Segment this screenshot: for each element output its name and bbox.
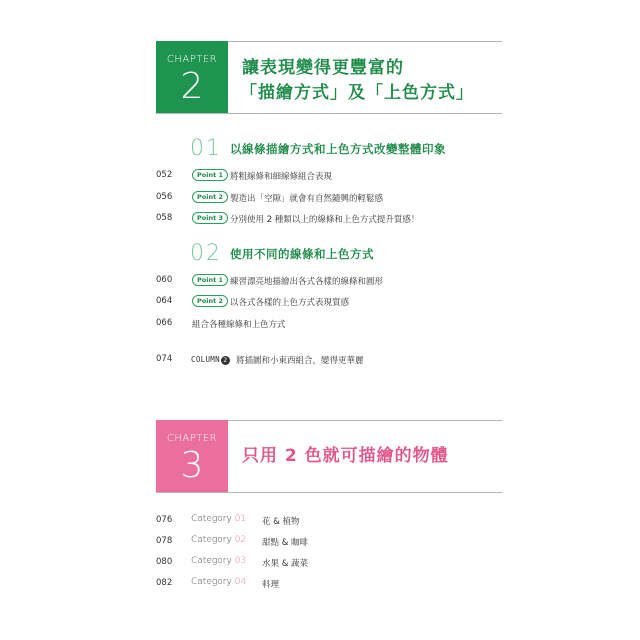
- section1-title: 以線條描繪方式和上色方式改變整體印象: [230, 142, 446, 156]
- chapter2-badge: [156, 41, 228, 113]
- category-label: [191, 535, 246, 545]
- category-number: 03: [234, 556, 247, 566]
- category-number: 04: [234, 577, 247, 587]
- category-word: Category: [191, 577, 232, 587]
- category-label: [191, 514, 246, 524]
- toc-page-number[interactable]: 064: [156, 296, 173, 306]
- toc-entry[interactable]: 組合各種線條和上色方式: [192, 320, 286, 330]
- toc-entry[interactable]: 將粗線條和細線條組合表現: [230, 172, 333, 182]
- category-word: Category: [191, 535, 232, 545]
- toc-page-number[interactable]: 082: [156, 578, 173, 588]
- section2-title: 使用不同的線條和上色方式: [230, 247, 374, 261]
- chapter3-word: CHAPTER: [166, 433, 218, 444]
- chapter2-word: CHAPTER: [166, 54, 218, 65]
- toc-page-number[interactable]: 080: [156, 557, 173, 567]
- toc-entry[interactable]: 製造出「空隙」就會有自然隨興的輕鬆感: [230, 194, 384, 204]
- category-label: [191, 577, 246, 587]
- column-number-badge: 2: [221, 356, 230, 365]
- toc-entry[interactable]: 練習漂亮地描繪出各式各樣的線條和圓形: [230, 277, 384, 287]
- toc-page-number[interactable]: 058: [156, 213, 173, 223]
- category-entry[interactable]: 花 & 植物: [262, 517, 300, 527]
- column-label: [191, 355, 230, 365]
- chapter3-badge: [156, 420, 228, 492]
- category-number: 01: [234, 514, 247, 524]
- section1-number: 01: [190, 136, 222, 161]
- category-entry[interactable]: 水果 & 蔬菜: [262, 559, 309, 569]
- chapter2-number: 2: [180, 66, 204, 107]
- point-badge: Point 2: [192, 295, 228, 307]
- category-entry[interactable]: 甜點 & 咖啡: [262, 538, 309, 548]
- category-entry[interactable]: 料理: [262, 580, 280, 590]
- toc-page-number[interactable]: 060: [156, 275, 173, 285]
- point-badge: Point 3: [192, 212, 228, 224]
- point-badge: Point 1: [192, 274, 228, 286]
- category-word: Category: [191, 556, 232, 566]
- chapter3-bottom-rule: [156, 492, 502, 493]
- toc-page-number[interactable]: 066: [156, 318, 173, 328]
- toc-page-number[interactable]: 056: [156, 192, 173, 202]
- category-label: [191, 556, 246, 566]
- chapter2-title-line2: 「描繪方式」及「上色方式」: [240, 83, 474, 103]
- toc-entry[interactable]: 以各式各樣的上色方式表現質感: [230, 298, 350, 308]
- toc-page-number[interactable]: 078: [156, 536, 173, 546]
- toc-entry[interactable]: 分別使用 2 種類以上的線條和上色方式提升質感！: [230, 215, 420, 225]
- chapter2-title-line1: 讓表現變得更豐富的: [242, 58, 404, 78]
- toc-page-number[interactable]: 076: [156, 515, 173, 525]
- chapter2-bottom-rule: [156, 113, 502, 114]
- point-badge: Point 2: [192, 191, 228, 203]
- point-badge: Point 1: [192, 169, 228, 181]
- category-word: Category: [191, 514, 232, 524]
- column-word: COLUMN: [191, 355, 220, 364]
- toc-page-number[interactable]: 052: [156, 170, 173, 180]
- category-number: 02: [234, 535, 247, 545]
- chapter3-number: 3: [180, 445, 204, 486]
- toc-page-number[interactable]: 074: [156, 354, 173, 364]
- section2-number: 02: [190, 241, 222, 266]
- chapter3-title: 只用 2 色就可描繪的物體: [242, 446, 449, 466]
- column-entry[interactable]: 將插圖和小東西組合，變得更華麗: [236, 356, 364, 366]
